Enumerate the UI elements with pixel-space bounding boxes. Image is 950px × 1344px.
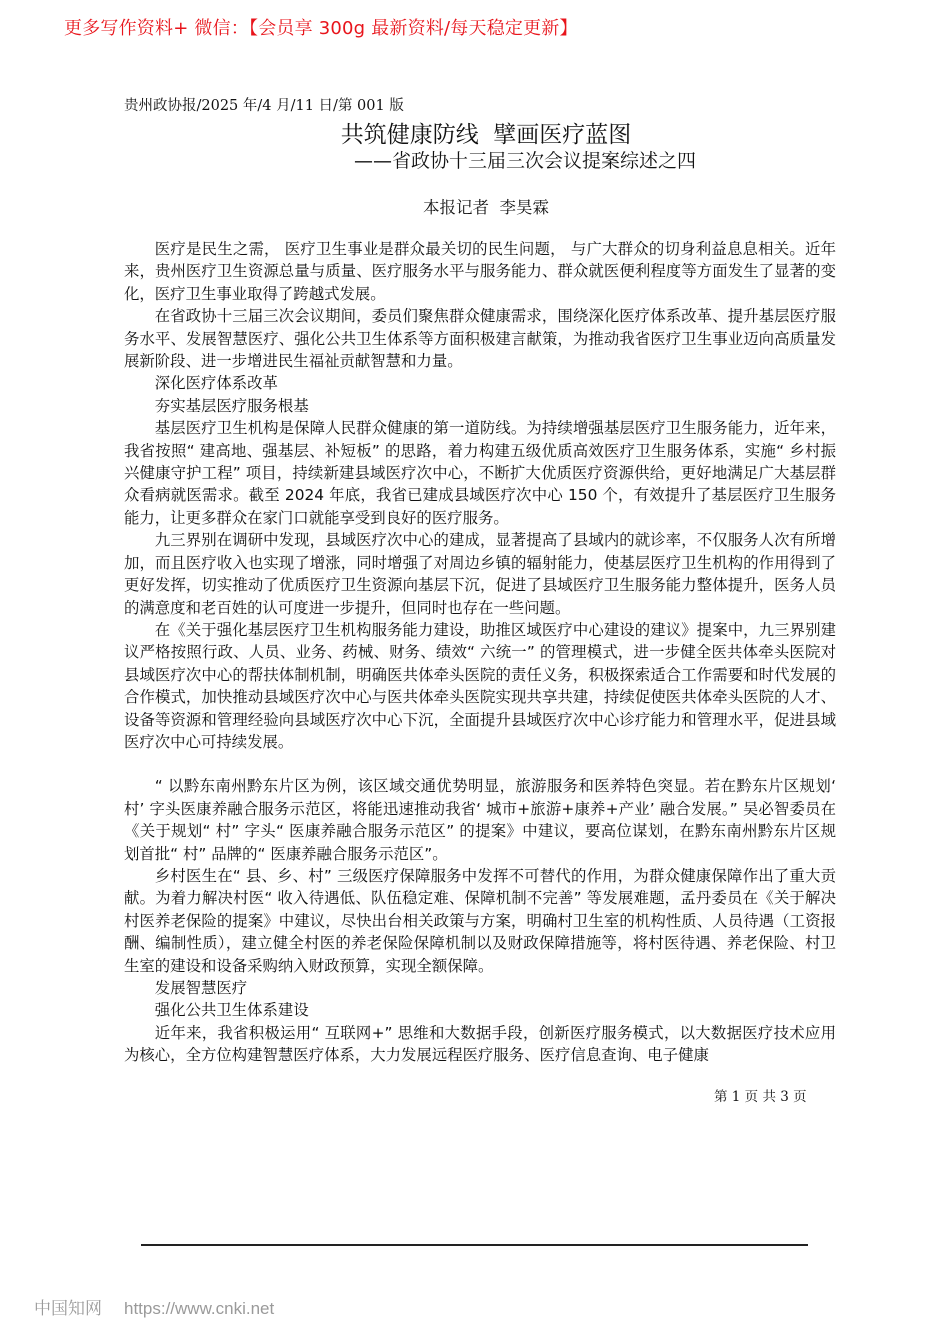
article-title: 共筑健康防线 擘画医疗蓝图 (340, 122, 632, 148)
paragraph: 近年来，我省积极运用“ 互联网+” 思维和大数据手段，创新医疗服务模式，以大数据医疗技术应用为核心，全方位构建智慧医疗体系，大力发展远程医疗服务、医疗信息查询、电子健康 (124, 1023, 836, 1065)
section-heading: 发展智慧医疗 (154, 979, 248, 997)
paragraph: 乡村医生在“ 县、乡、村” 三级医疗保障服务中发挥不可替代的作用，为群众健康保障作出了重大贡献。为着力解决村医“ 收入待遇低、队伍稳定难、保障机制不完善” 等发展难题，孟丹委员在《关于解决村医养老保险的提案》中建议，尽快出台相关政策与方案，明确村卫生室的机构性质、人员待遇（工资报酬、编制性质），建立健全村医的养老保险保障机制以及财政保障措施等，将村医待遇、养老保险、村卫生室的建设和设备采购纳入财政预算，实现全额保障。 (124, 866, 836, 975)
paragraph: 在《关于强化基层医疗卫生机构服务能力建设，助推区域医疗中心建设的建议》提案中，九三界别建议严格按照行政、人员、业务、药械、财务、绩效“ 六统一” 的管理模式，进一步健全医共体牵头医院对县域医疗次中心的帮扶体制机制，明确医共体牵头医院的责任义务，积极探索适合工作需要和时代发展的合作模式，加快推动县域医疗次中心与医共体牵头医院实现共享共建，持续促使医共体牵头医院的人才、设备等资源和管理经验向县域医疗次中心下沉，全面提升县域医疗次中心诊疗能力和管理水平，促进县域医疗次中心可持续发展。 (124, 620, 836, 751)
section-subheading: 强化公共卫生体系建设 (154, 1001, 309, 1020)
paragraph: 医疗是民生之需， 医疗卫生事业是群众最关切的民生问题， 与广大群众的切身利益息息相关。近年来，贵州医疗卫生资源总量与质量、医疗服务水平与服务能力、群众就医便利程度等方面发生了显著的变化，医疗卫生事业取得了跨越式发展。 (124, 240, 836, 303)
promo-banner: 更多写作资料+ 微信：【会员享 300g 最新资料/每天稳定更新】 (64, 18, 578, 39)
dateline: 贵州政协报/2025 年/4 月/11 日/第 001 版 (124, 98, 404, 114)
paragraph: 在省政协十三届三次会议期间，委员们聚焦群众健康需求，围绕深化医疗体系改革、提升基层医疗服务水平、发展智慧医疗、强化公共卫生体系等方面积极建言献策，为推动我省医疗卫生事业迈向高质量发展新阶段、进一步增进民生福祉贡献智慧和力量。 (124, 307, 836, 371)
section-subheading: 夯实基层医疗服务根基 (154, 396, 309, 415)
paragraph: 基层医疗卫生机构是保障人民群众健康的第一道防线。为持续增强基层医疗卫生服务能力，近年来，我省按照“ 建高地、强基层、补短板” 的思路，着力构建五级优质高效医疗卫生服务体系，实施“ 乡村振兴健康守护工程” 项目，持续新建县域医疗次中心，不断扩大优质医疗资源供给，更好地满足广大基层群众看病就医需求。截至 2024 年底，我省已建成县域医疗次中心 150 个，有效提升了基层医疗卫生服务能力，让更多群众在家门口就能享受到良好的医疗服务。 (124, 419, 836, 527)
site-name: 中国知网 (34, 1299, 102, 1319)
paragraph: “ 以黔东南州黔东片区为例，该区域交通优势明显，旅游服务和医养特色突显。若在黔东片区规划‘ 村’ 字头医康养融合服务示范区，将能迅速推动我省‘ 城市+旅游+康养+产业’ 融合发展。” 吴必智委员在《关于规划“ 村” 字头“ 医康养融合服务示范区” 的提案》中建议，要高位谋划，在黔东南州黔东片区规划首批“ 村” 品牌的“ 医康养融合服务示范区”。 (124, 777, 836, 863)
section-heading: 深化医疗体系改革 (154, 374, 278, 393)
page-indicator: 第 1 页 共 3 页 (714, 1089, 807, 1105)
paragraph: 九三界别在调研中发现，县域医疗次中心的建成，显著提高了县域内的就诊率，不仅服务人次有所增加，而且医疗收入也实现了增涨，同时增强了对周边乡镇的辐射能力，使基层医疗卫生机构的作用得到了更好发挥，切实推动了优质医疗卫生资源向基层下沉，促进了县域医疗卫生服务能力整体提升，医务人员的满意度和老百姓的认可度进一步提升，但同时也存在一些问题。 (124, 531, 836, 617)
site-url[interactable]: https://www.cnki.net (124, 1299, 275, 1318)
byline: 本报记者 李昊霖 (423, 198, 549, 217)
footer-divider (141, 1244, 808, 1246)
article-body (124, 238, 836, 1067)
footer-watermark (34, 1294, 274, 1319)
article-subtitle: ——省政协十三届三次会议提案综述之四 (353, 150, 696, 172)
